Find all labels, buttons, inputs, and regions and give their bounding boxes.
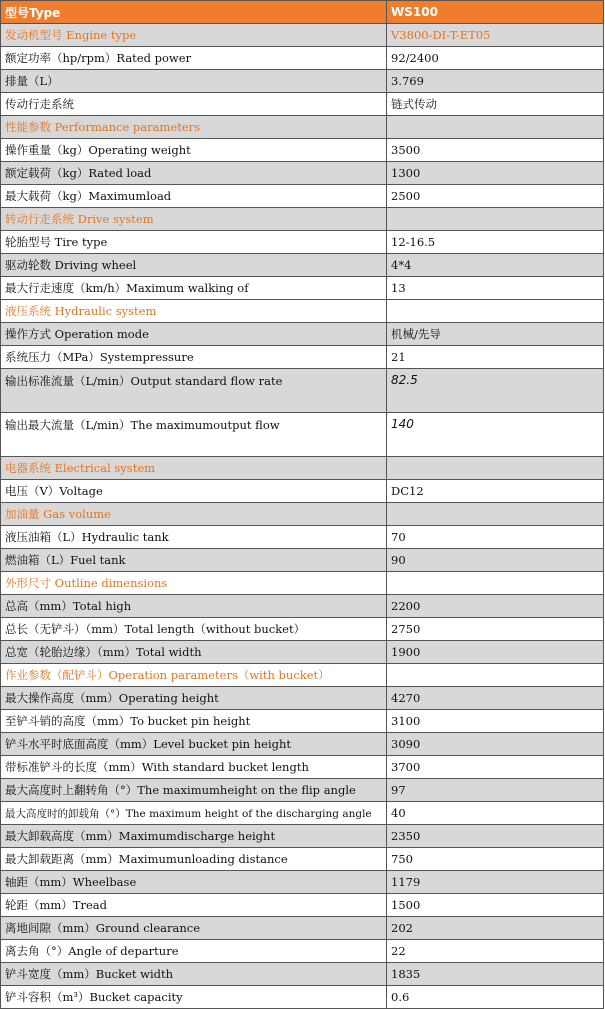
- spec-value: [387, 300, 604, 323]
- spec-label: 铲斗水平时底面高度（mm）Level bucket pin height: [1, 733, 387, 756]
- spec-label: 液压油箱（L）Hydraulic tank: [1, 526, 387, 549]
- spec-value: 2750: [387, 618, 604, 641]
- spec-value: 3.769: [387, 70, 604, 93]
- spec-value: [387, 664, 604, 687]
- spec-row: [1, 549, 604, 572]
- spec-value: [387, 572, 604, 595]
- spec-label: 最大高度时上翻转角（°）The maximumheight on the flip angle: [1, 779, 387, 802]
- spec-row: [1, 756, 604, 779]
- spec-row: [1, 986, 604, 1009]
- spec-value: 3090: [387, 733, 604, 756]
- spec-value: 13: [387, 277, 604, 300]
- spec-label: 至铲斗销的高度（mm）To bucket pin height: [1, 710, 387, 733]
- spec-row: [1, 526, 604, 549]
- section-row: [1, 300, 604, 323]
- section-row: [1, 457, 604, 480]
- spec-row: [1, 802, 604, 825]
- spec-value: 21: [387, 346, 604, 369]
- section-title: 外形尺寸 Outline dimensions: [1, 572, 387, 595]
- section-row: [1, 664, 604, 687]
- spec-row: [1, 940, 604, 963]
- spec-row: [1, 323, 604, 346]
- spec-value: 2350: [387, 825, 604, 848]
- spec-label: 最大高度时的卸载角（°）The maximum height of the discharging angle: [1, 802, 387, 825]
- spec-row: [1, 231, 604, 254]
- spec-label: 总高（mm）Total high: [1, 595, 387, 618]
- header-label: 型号Type: [1, 1, 387, 24]
- spec-label: 铲斗容积（m³）Bucket capacity: [1, 986, 387, 1009]
- spec-value: 750: [387, 848, 604, 871]
- spec-label: 最大行走速度（km/h）Maximum walking of: [1, 277, 387, 300]
- spec-row: [1, 162, 604, 185]
- spec-row: [1, 277, 604, 300]
- spec-label: 最大载荷（kg）Maximumload: [1, 185, 387, 208]
- section-title: 发动机型号 Engine type: [1, 24, 387, 47]
- spec-value: [387, 503, 604, 526]
- spec-value: [387, 457, 604, 480]
- spec-value: [387, 116, 604, 139]
- spec-label: 额定载荷（kg）Rated load: [1, 162, 387, 185]
- spec-value: 140: [387, 413, 604, 457]
- spec-value: 82.5: [387, 369, 604, 413]
- spec-value: 2200: [387, 595, 604, 618]
- spec-label: 总长（无铲斗）（mm）Total length（without bucket）: [1, 618, 387, 641]
- spec-row: [1, 595, 604, 618]
- spec-value: 70: [387, 526, 604, 549]
- section-row: [1, 208, 604, 231]
- spec-label: 带标准铲斗的长度（mm）With standard bucket length: [1, 756, 387, 779]
- section-row: [1, 503, 604, 526]
- spec-row: [1, 254, 604, 277]
- spec-label: 铲斗宽度（mm）Bucket width: [1, 963, 387, 986]
- spec-label: 总宽（轮胎边缘）（mm）Total width: [1, 641, 387, 664]
- spec-value: 0.6: [387, 986, 604, 1009]
- section-row: [1, 116, 604, 139]
- spec-table-body: [1, 1, 604, 1009]
- section-row: [1, 572, 604, 595]
- section-title: 加油量 Gas volume: [1, 503, 387, 526]
- spec-row: [1, 710, 604, 733]
- spec-row: [1, 346, 604, 369]
- spec-row: [1, 779, 604, 802]
- spec-label: 操作重量（kg）Operating weight: [1, 139, 387, 162]
- spec-value: 1835: [387, 963, 604, 986]
- spec-row: [1, 848, 604, 871]
- spec-value: 97: [387, 779, 604, 802]
- spec-row: [1, 480, 604, 503]
- spec-row: [1, 917, 604, 940]
- spec-label: 输出标准流量（L/min）Output standard flow rate: [1, 369, 387, 413]
- spec-label: 轴距（mm）Wheelbase: [1, 871, 387, 894]
- spec-row: [1, 185, 604, 208]
- spec-value: 22: [387, 940, 604, 963]
- spec-row: [1, 894, 604, 917]
- section-title: 作业参数（配铲斗）Operation parameters（with bucket）: [1, 664, 387, 687]
- spec-row: [1, 825, 604, 848]
- spec-row: [1, 618, 604, 641]
- spec-label: 系统压力（MPa）Systempressure: [1, 346, 387, 369]
- spec-value: 202: [387, 917, 604, 940]
- spec-row: [1, 70, 604, 93]
- section-row: [1, 24, 604, 47]
- section-title: 液压系统 Hydraulic system: [1, 300, 387, 323]
- section-title: 电器系统 Electrical system: [1, 457, 387, 480]
- spec-value: 3500: [387, 139, 604, 162]
- spec-row: [1, 139, 604, 162]
- spec-value: 1300: [387, 162, 604, 185]
- spec-value: 4*4: [387, 254, 604, 277]
- spec-row: [1, 871, 604, 894]
- spec-value: 92/2400: [387, 47, 604, 70]
- spec-label: 最大操作高度（mm）Operating height: [1, 687, 387, 710]
- spec-value: 3100: [387, 710, 604, 733]
- spec-value: 1500: [387, 894, 604, 917]
- spec-label: 额定功率（hp/rpm）Rated power: [1, 47, 387, 70]
- spec-row: [1, 47, 604, 70]
- spec-label: 离去角（°）Angle of departure: [1, 940, 387, 963]
- spec-label: 轮距（mm）Tread: [1, 894, 387, 917]
- spec-value: [387, 208, 604, 231]
- spec-value: 3700: [387, 756, 604, 779]
- spec-row: [1, 687, 604, 710]
- spec-value: 4270: [387, 687, 604, 710]
- spec-value: 1179: [387, 871, 604, 894]
- spec-label: 输出最大流量（L/min）The maximumoutput flow: [1, 413, 387, 457]
- spec-value: 40: [387, 802, 604, 825]
- spec-label: 离地间隙（mm）Ground clearance: [1, 917, 387, 940]
- spec-value: 2500: [387, 185, 604, 208]
- section-title: 转动行走系统 Drive system: [1, 208, 387, 231]
- spec-value: 1900: [387, 641, 604, 664]
- spec-label: 操作方式 Operation mode: [1, 323, 387, 346]
- spec-label: 驱动轮数 Driving wheel: [1, 254, 387, 277]
- spec-value: 90: [387, 549, 604, 572]
- spec-value: V3800-DI-T-ET05: [387, 24, 604, 47]
- spec-label: 最大卸载距离（mm）Maximumunloading distance: [1, 848, 387, 871]
- spec-label: 燃油箱（L）Fuel tank: [1, 549, 387, 572]
- spec-row: [1, 963, 604, 986]
- spec-value: DC12: [387, 480, 604, 503]
- spec-row: [1, 413, 604, 457]
- spec-label: 轮胎型号 Tire type: [1, 231, 387, 254]
- spec-value: 12-16.5: [387, 231, 604, 254]
- spec-label: 最大卸载高度（mm）Maximumdischarge height: [1, 825, 387, 848]
- spec-row: [1, 641, 604, 664]
- spec-row: [1, 369, 604, 413]
- header-model: WS100: [387, 1, 604, 24]
- spec-label: 传动行走系统: [1, 93, 387, 116]
- header-row: [1, 1, 604, 24]
- spec-label: 排量（L）: [1, 70, 387, 93]
- spec-value: 机械/先导: [387, 323, 604, 346]
- spec-row: [1, 93, 604, 116]
- spec-row: [1, 733, 604, 756]
- spec-value: 链式传动: [387, 93, 604, 116]
- section-title: 性能参数 Performance parameters: [1, 116, 387, 139]
- spec-label: 电压（V）Voltage: [1, 480, 387, 503]
